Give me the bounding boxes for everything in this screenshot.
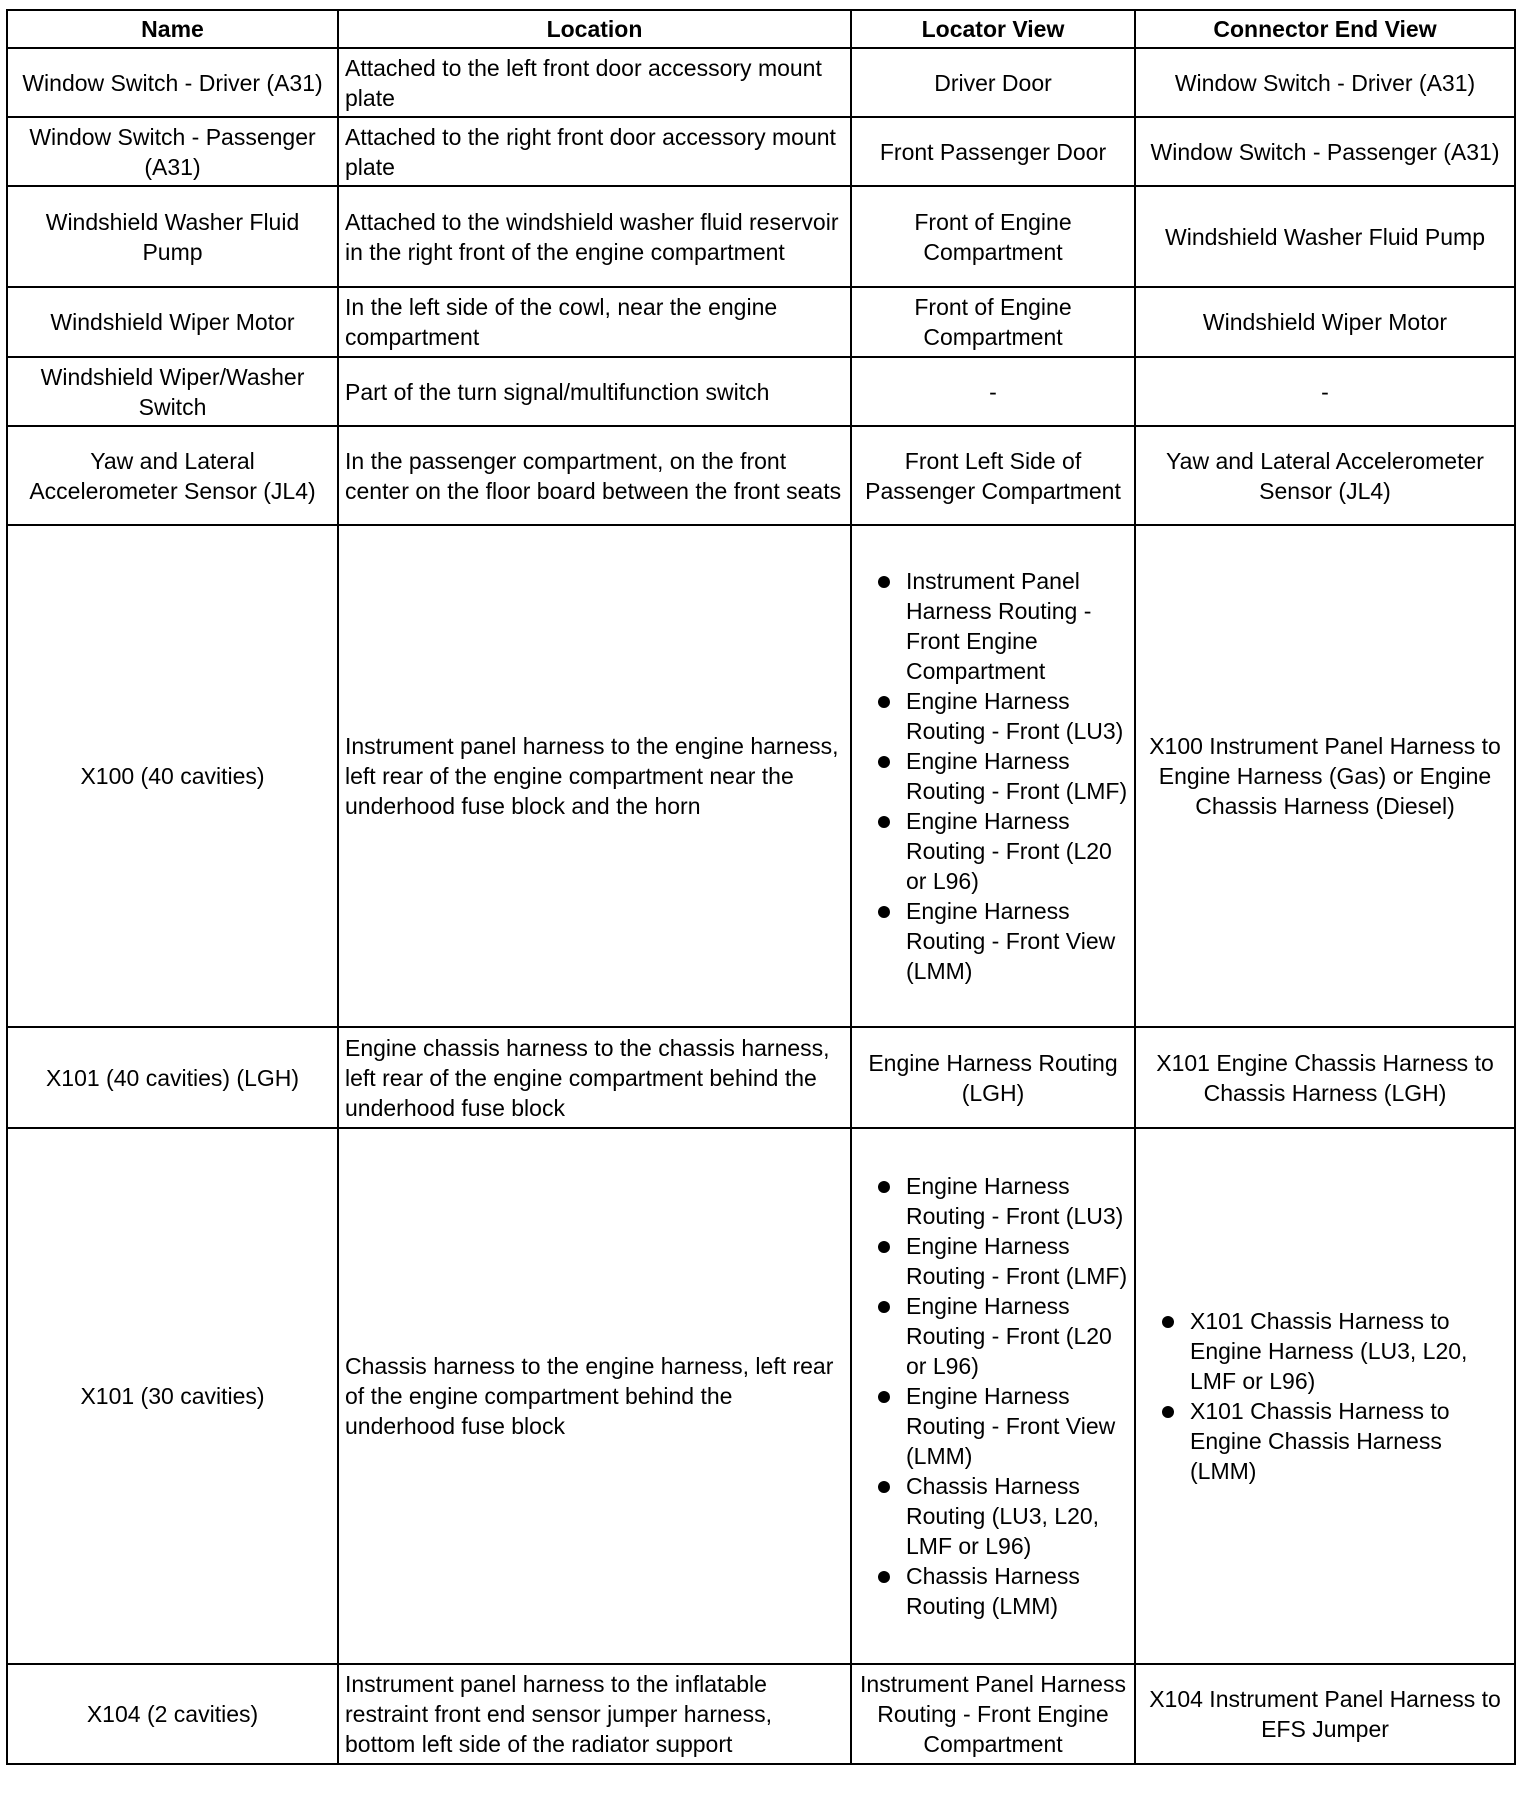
table-row (7, 525, 1515, 1027)
cell-location: In the left side of the cowl, near the engine compartment (338, 287, 851, 357)
table-row (7, 1664, 1515, 1764)
cell-connector-end-view: Yaw and Lateral Accelerometer Sensor (JL4) (1135, 426, 1515, 525)
header-name: Name (7, 10, 338, 48)
table-row (7, 426, 1515, 525)
cell-locator-view: Driver Door (851, 48, 1135, 117)
cell-connector-end-view: Windshield Washer Fluid Pump (1135, 186, 1515, 287)
cell-name: Yaw and Lateral Accelerometer Sensor (JL4) (7, 426, 338, 525)
table-row (7, 1128, 1515, 1664)
bullet-list (858, 1171, 1128, 1621)
list-item: Chassis Harness Routing (LU3, L20, LMF or L96) (906, 1471, 1128, 1561)
bullet-list (858, 566, 1128, 986)
table-row (7, 357, 1515, 426)
header-connector-end-view: Connector End View (1135, 10, 1515, 48)
table-header (7, 10, 1515, 48)
list-item: Engine Harness Routing - Front (LMF) (906, 748, 1128, 804)
cell-location: Part of the turn signal/multifunction switch (338, 357, 851, 426)
cell-name: Windshield Wiper Motor (7, 287, 338, 357)
cell-location: Engine chassis harness to the chassis harness, left rear of the engine compartment behind the underhood fuse block (338, 1027, 851, 1128)
cell-locator-view (851, 525, 1135, 1027)
cell-connector-end-view: Window Switch - Passenger (A31) (1135, 117, 1515, 186)
bullet-list (1142, 1306, 1508, 1486)
list-item: Engine Harness Routing - Front (LU3) (906, 686, 1128, 746)
cell-connector-end-view: X100 Instrument Panel Harness to Engine Harness (Gas) or Engine Chassis Harness (Diesel) (1135, 525, 1515, 1027)
cell-name: Windshield Wiper/Washer Switch (7, 357, 338, 426)
list-item: Chassis Harness Routing (LMM) (906, 1561, 1128, 1621)
cell-name: Window Switch - Passenger (A31) (7, 117, 338, 186)
cell-location: In the passenger compartment, on the front center on the floor board between the front seats (338, 426, 851, 525)
list-item: X101 Chassis Harness to Engine Chassis Harness (LMM) (1190, 1396, 1508, 1486)
list-item: Engine Harness Routing - Front View (LMM) (906, 1381, 1128, 1471)
list-item: Engine Harness Routing - Front (L20 or L96) (906, 1291, 1128, 1381)
cell-connector-end-view (1135, 1128, 1515, 1664)
cell-location: Attached to the right front door accessory mount plate (338, 117, 851, 186)
cell-location: Instrument panel harness to the inflatable restraint front end sensor jumper harness, bottom left side of the radiator support (338, 1664, 851, 1764)
list-item: Engine Harness Routing - Front View (LMM) (906, 896, 1128, 986)
cell-locator-view (851, 1128, 1135, 1664)
cell-connector-end-view: - (1135, 357, 1515, 426)
header-location: Location (338, 10, 851, 48)
cell-location: Attached to the windshield washer fluid reservoir in the right front of the engine compartment (338, 186, 851, 287)
cell-connector-end-view: Windshield Wiper Motor (1135, 287, 1515, 357)
list-item: X101 Chassis Harness to Engine Harness (LU3, L20, LMF or L96) (1190, 1306, 1508, 1396)
cell-name: Windshield Washer Fluid Pump (7, 186, 338, 287)
table-row (7, 186, 1515, 287)
cell-connector-end-view: X104 Instrument Panel Harness to EFS Jumper (1135, 1664, 1515, 1764)
connector-table (6, 9, 1516, 1765)
cell-locator-view: Front of Engine Compartment (851, 186, 1135, 287)
cell-name: Window Switch - Driver (A31) (7, 48, 338, 117)
cell-location: Instrument panel harness to the engine harness, left rear of the engine compartment near the underhood fuse block and the horn (338, 525, 851, 1027)
table-row (7, 287, 1515, 357)
header-locator-view: Locator View (851, 10, 1135, 48)
cell-locator-view: - (851, 357, 1135, 426)
table-row (7, 117, 1515, 186)
cell-connector-end-view: Window Switch - Driver (A31) (1135, 48, 1515, 117)
cell-location: Attached to the left front door accessory mount plate (338, 48, 851, 117)
cell-name: X104 (2 cavities) (7, 1664, 338, 1764)
cell-locator-view: Instrument Panel Harness Routing - Front Engine Compartment (851, 1664, 1135, 1764)
cell-location: Chassis harness to the engine harness, left rear of the engine compartment behind the underhood fuse block (338, 1128, 851, 1664)
cell-name: X100 (40 cavities) (7, 525, 338, 1027)
list-item: Engine Harness Routing - Front (LMF) (906, 1233, 1128, 1289)
table-row (7, 1027, 1515, 1128)
cell-name: X101 (40 cavities) (LGH) (7, 1027, 338, 1128)
table-row (7, 48, 1515, 117)
list-item: Engine Harness Routing - Front (LU3) (906, 1171, 1128, 1231)
cell-locator-view: Front Left Side of Passenger Compartment (851, 426, 1135, 525)
cell-name: X101 (30 cavities) (7, 1128, 338, 1664)
cell-locator-view: Engine Harness Routing (LGH) (851, 1027, 1135, 1128)
cell-locator-view: Front of Engine Compartment (851, 287, 1135, 357)
cell-connector-end-view: X101 Engine Chassis Harness to Chassis Harness (LGH) (1135, 1027, 1515, 1128)
list-item: Engine Harness Routing - Front (L20 or L96) (906, 806, 1128, 896)
cell-locator-view: Front Passenger Door (851, 117, 1135, 186)
list-item: Instrument Panel Harness Routing - Front Engine Compartment (906, 566, 1128, 686)
